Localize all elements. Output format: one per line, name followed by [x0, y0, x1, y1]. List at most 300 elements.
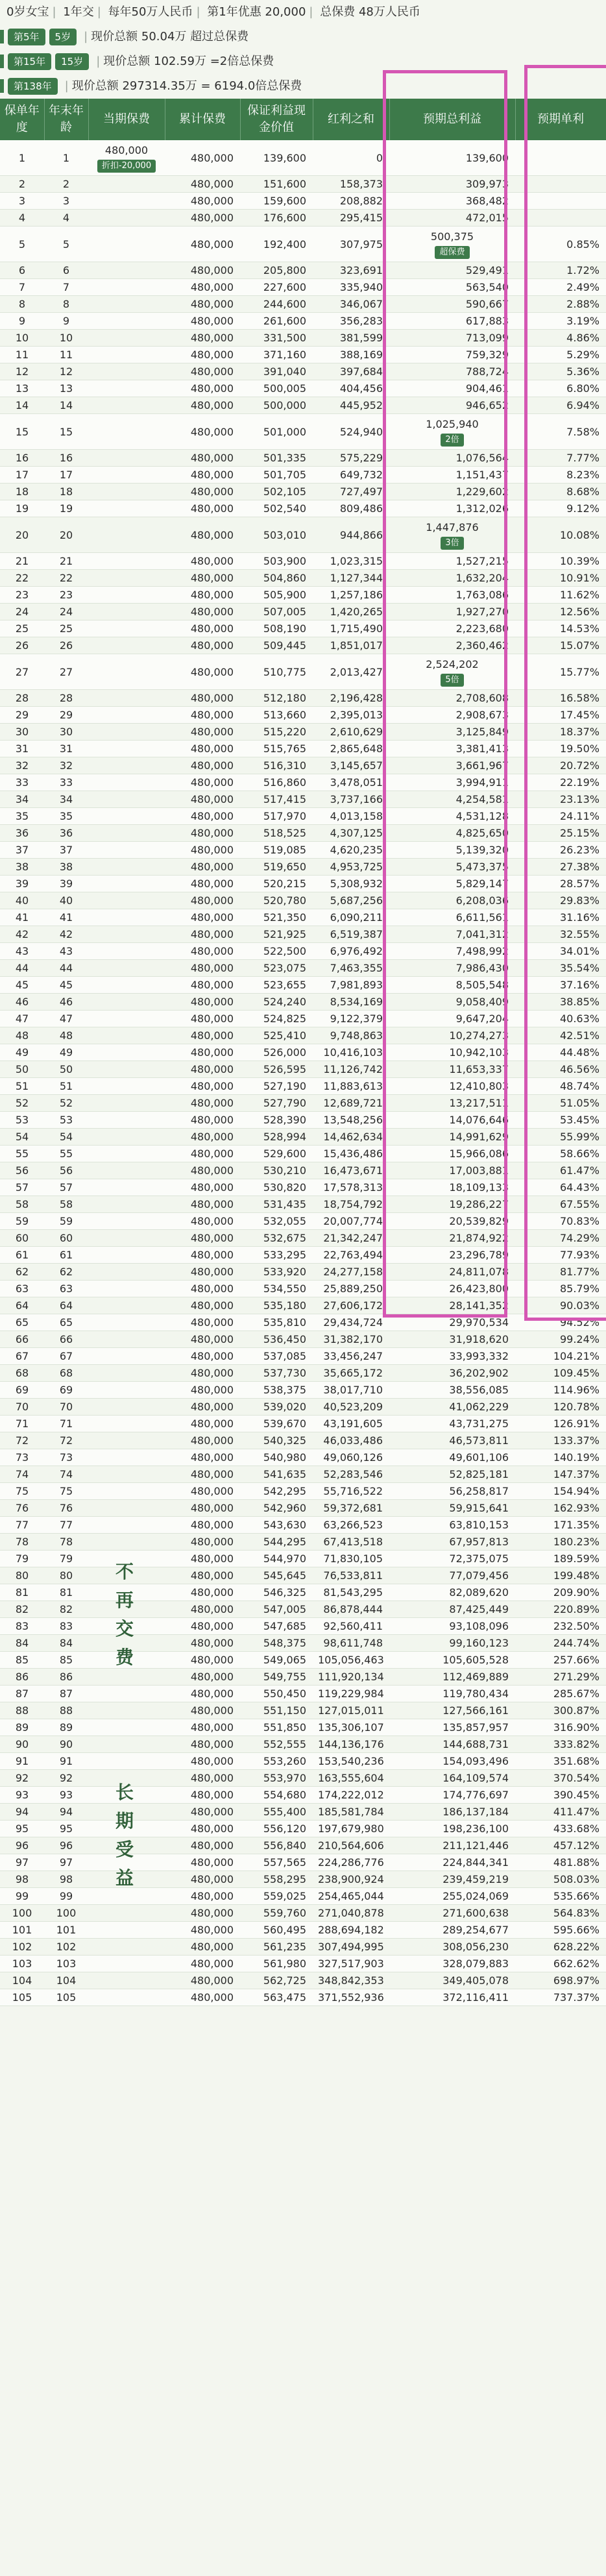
- cell: 16: [0, 450, 44, 467]
- cell: [88, 637, 165, 654]
- cell: [88, 313, 165, 330]
- cell: 9,748,863: [313, 1027, 389, 1044]
- table-row: [0, 1365, 606, 1382]
- table-row: [0, 774, 606, 791]
- cell: 559,760: [240, 1905, 313, 1922]
- cell: 548,375: [240, 1635, 313, 1652]
- cell: 391,040: [240, 363, 313, 380]
- cell: 809,486: [313, 500, 389, 517]
- cell: 519,650: [240, 859, 313, 876]
- cell: 550,450: [240, 1686, 313, 1702]
- table-row: [0, 450, 606, 467]
- cell: 1,257,186: [313, 587, 389, 604]
- cell: 109.45%: [515, 1365, 606, 1382]
- cell: 480,000: [165, 1247, 240, 1264]
- multiple-badge: 5倍: [441, 674, 463, 687]
- cell: 23: [44, 587, 88, 604]
- cell: 34.01%: [515, 943, 606, 960]
- cell: 197,679,980: [313, 1821, 389, 1837]
- cell: 198,236,100: [389, 1821, 515, 1837]
- discount-badge: 折扣-20,000: [97, 160, 156, 173]
- cell: [515, 210, 606, 227]
- cell: 11,653,337: [389, 1061, 515, 1078]
- cell: [88, 587, 165, 604]
- cell: 480,000: [165, 1551, 240, 1567]
- cell: [88, 380, 165, 397]
- cell: 480,000: [165, 1230, 240, 1247]
- cell: 40: [44, 892, 88, 909]
- cell: 944,866: [313, 517, 389, 553]
- cell: 480,000: [165, 1112, 240, 1129]
- cell: 31,918,620: [389, 1331, 515, 1348]
- cell: 37.16%: [515, 977, 606, 994]
- cell: 176,600: [240, 210, 313, 227]
- cell: 55.99%: [515, 1129, 606, 1146]
- cell: 12: [44, 363, 88, 380]
- cell: 111,920,134: [313, 1669, 389, 1686]
- cell: 33,993,332: [389, 1348, 515, 1365]
- cell: 0.85%: [515, 227, 606, 262]
- cell: 66: [0, 1331, 44, 1348]
- cell: 503,010: [240, 517, 313, 553]
- cell: 6: [44, 262, 88, 279]
- table-row: [0, 1753, 606, 1770]
- cell: 232.50%: [515, 1618, 606, 1635]
- cell: 127,566,161: [389, 1702, 515, 1719]
- cell: 91: [44, 1753, 88, 1770]
- cell: 544,970: [240, 1551, 313, 1567]
- cell: 2.49%: [515, 279, 606, 296]
- cell: [88, 690, 165, 707]
- cell: [88, 909, 165, 926]
- benefit-table: [0, 99, 606, 2006]
- cell: 556,120: [240, 1821, 313, 1837]
- cell: 480,000: [165, 397, 240, 414]
- cell: 517,970: [240, 808, 313, 825]
- table-row: [0, 1129, 606, 1146]
- cell: 524,825: [240, 1011, 313, 1027]
- cell: 549,065: [240, 1652, 313, 1669]
- cell: 140.19%: [515, 1449, 606, 1466]
- cell: 288,694,182: [313, 1922, 389, 1939]
- cell: [88, 1112, 165, 1129]
- cell: 480,000: [165, 1449, 240, 1466]
- cell: 480,000: [165, 1837, 240, 1854]
- cell: 89: [0, 1719, 44, 1736]
- table-row: [0, 620, 606, 637]
- table-row: [0, 1281, 606, 1297]
- cell: 80: [44, 1567, 88, 1584]
- cell: 72: [0, 1432, 44, 1449]
- cell: 523,655: [240, 977, 313, 994]
- cell: 67: [44, 1348, 88, 1365]
- cell: 18: [44, 484, 88, 500]
- cell: 63: [44, 1281, 88, 1297]
- cell: 50: [0, 1061, 44, 1078]
- cell: 163,555,604: [313, 1770, 389, 1787]
- cell: 35: [44, 808, 88, 825]
- cell: 17,578,313: [313, 1179, 389, 1196]
- table-row: [0, 1551, 606, 1567]
- table-row: [0, 347, 606, 363]
- cell: 595.66%: [515, 1922, 606, 1939]
- multiple-badge: 2倍: [441, 434, 463, 447]
- table-row: [0, 140, 606, 176]
- table-row: [0, 1011, 606, 1027]
- multiple-badge: 超保费: [435, 246, 469, 259]
- cell: 335,940: [313, 279, 389, 296]
- cell: 105,056,463: [313, 1652, 389, 1669]
- cell: 95: [0, 1821, 44, 1837]
- cell: 55: [0, 1146, 44, 1162]
- cell: 14: [44, 397, 88, 414]
- cell: 32: [0, 757, 44, 774]
- cell: 519,085: [240, 842, 313, 859]
- cell: [88, 859, 165, 876]
- table-row: [0, 1382, 606, 1399]
- cell: 562,725: [240, 1972, 313, 1989]
- cell: 509,445: [240, 637, 313, 654]
- cell: 36,202,902: [389, 1365, 515, 1382]
- cell: 15.07%: [515, 637, 606, 654]
- cell: 480,000: [165, 1331, 240, 1348]
- cell: 480,000: [165, 994, 240, 1011]
- table-row: [0, 1162, 606, 1179]
- cell: 59,915,641: [389, 1500, 515, 1517]
- cell: 1,527,215: [389, 553, 515, 570]
- cell: 662.62%: [515, 1956, 606, 1972]
- cell: 41: [0, 909, 44, 926]
- cell: 1,229,602: [389, 484, 515, 500]
- cell: 77: [0, 1517, 44, 1534]
- cell: 480,000: [165, 262, 240, 279]
- cell: 43: [0, 943, 44, 960]
- cell: 1,632,204: [389, 570, 515, 587]
- cell: 244,600: [240, 296, 313, 313]
- cell: 698.97%: [515, 1972, 606, 1989]
- cell: 92: [44, 1770, 88, 1787]
- table-row: [0, 517, 606, 553]
- table-row: [0, 825, 606, 842]
- cell: 171.35%: [515, 1517, 606, 1534]
- col-age: 年末年龄: [44, 99, 88, 140]
- table-row: [0, 791, 606, 808]
- table-row: [0, 1669, 606, 1686]
- cell: 25.15%: [515, 825, 606, 842]
- cell: 38: [0, 859, 44, 876]
- cell: 9,058,409: [389, 994, 515, 1011]
- table-row: [0, 1146, 606, 1162]
- cell: 480,000: [165, 707, 240, 724]
- cell: 49: [44, 1044, 88, 1061]
- cell: 9: [0, 313, 44, 330]
- cell: 356,283: [313, 313, 389, 330]
- cell: 480,000: [165, 825, 240, 842]
- cell: 532,055: [240, 1213, 313, 1230]
- cell: 54: [0, 1129, 44, 1146]
- cell: 55,716,522: [313, 1483, 389, 1500]
- cell: 480,000: [165, 774, 240, 791]
- cell: 71: [44, 1416, 88, 1432]
- table-row: [0, 397, 606, 414]
- cell: [88, 926, 165, 943]
- cell: 510,775: [240, 654, 313, 690]
- table-row: [0, 1770, 606, 1787]
- cell: 63,810,153: [389, 1517, 515, 1534]
- cell: 34: [0, 791, 44, 808]
- cell: [88, 296, 165, 313]
- cell: 133.37%: [515, 1432, 606, 1449]
- cell: 74.29%: [515, 1230, 606, 1247]
- cell: 29.83%: [515, 892, 606, 909]
- cell: 56,258,817: [389, 1483, 515, 1500]
- cell: 480,000: [165, 1534, 240, 1551]
- cell: 480,000: [165, 484, 240, 500]
- cell: [88, 1989, 165, 2006]
- cell: 271,600,638: [389, 1905, 515, 1922]
- cell: 381,599: [313, 330, 389, 347]
- cell: 17,003,881: [389, 1162, 515, 1179]
- cell: [88, 1466, 165, 1483]
- cell: 3,737,166: [313, 791, 389, 808]
- cell: 174,776,697: [389, 1787, 515, 1804]
- cell: 64.43%: [515, 1179, 606, 1196]
- cell: 759,329: [389, 347, 515, 363]
- summary-item: 0岁女宝: [6, 5, 49, 19]
- table-row: [0, 1618, 606, 1635]
- cell: 480,000: [165, 842, 240, 859]
- cell: 558,295: [240, 1871, 313, 1888]
- cell: 87: [44, 1686, 88, 1702]
- cell: [88, 193, 165, 210]
- cell: 328,079,883: [389, 1956, 515, 1972]
- cell: 186,137,184: [389, 1804, 515, 1821]
- table-row: [0, 330, 606, 347]
- cell: 480,000: [165, 690, 240, 707]
- cell: 480,000: [165, 227, 240, 262]
- cell: [88, 1281, 165, 1297]
- cell: 480,000: [165, 960, 240, 977]
- cell: 528,994: [240, 1129, 313, 1146]
- cell: 539,670: [240, 1416, 313, 1432]
- cell: 333.82%: [515, 1736, 606, 1753]
- cell: 52,283,546: [313, 1466, 389, 1483]
- cell: 101: [44, 1922, 88, 1939]
- cell: 76,533,811: [313, 1567, 389, 1584]
- cell: 74: [44, 1466, 88, 1483]
- cell: 220.89%: [515, 1601, 606, 1618]
- cell: 47: [44, 1011, 88, 1027]
- cell: 946,652: [389, 397, 515, 414]
- cell: 545,645: [240, 1567, 313, 1584]
- table-row: [0, 724, 606, 741]
- cell: 79: [0, 1551, 44, 1567]
- cell: 25: [44, 620, 88, 637]
- cell: 139,600: [240, 140, 313, 176]
- cell: 508.03%: [515, 1871, 606, 1888]
- cell: 507,005: [240, 604, 313, 620]
- table-row: [0, 1247, 606, 1264]
- cell: 67: [0, 1348, 44, 1365]
- cell: 126.91%: [515, 1416, 606, 1432]
- table-row: [0, 1196, 606, 1213]
- cell: 2,360,462: [389, 637, 515, 654]
- cell: 480,000: [165, 1618, 240, 1635]
- col-simple-rate: 预期单利: [515, 99, 606, 140]
- cell: 549,755: [240, 1669, 313, 1686]
- cell: [88, 484, 165, 500]
- cell: 371,552,936: [313, 1989, 389, 2006]
- table-row: [0, 1314, 606, 1331]
- cell: 72,375,075: [389, 1551, 515, 1567]
- cell: 21: [44, 553, 88, 570]
- cell: 390.45%: [515, 1787, 606, 1804]
- cell: 189.59%: [515, 1551, 606, 1567]
- cell: 308,056,230: [389, 1939, 515, 1956]
- table-row: [0, 977, 606, 994]
- table-row: [0, 1821, 606, 1837]
- cell: 480,000: [165, 1804, 240, 1821]
- cell: 388,169: [313, 347, 389, 363]
- cell: 81.77%: [515, 1264, 606, 1281]
- table-row: [0, 1078, 606, 1095]
- table-row: [0, 1787, 606, 1804]
- cell: 94: [0, 1804, 44, 1821]
- cell: 15.77%: [515, 654, 606, 690]
- cell: 551,150: [240, 1702, 313, 1719]
- cell: 535,180: [240, 1297, 313, 1314]
- cell: [515, 140, 606, 176]
- cell: 445,952: [313, 397, 389, 414]
- cell: 79: [44, 1551, 88, 1567]
- cell: [88, 757, 165, 774]
- cell: 480,000: [165, 313, 240, 330]
- cell: 480,000: [165, 741, 240, 757]
- cell: 542,960: [240, 1500, 313, 1517]
- cell: 480,000: [165, 1956, 240, 1972]
- cell: [88, 1162, 165, 1179]
- cell: 85: [44, 1652, 88, 1669]
- cell: 210,564,606: [313, 1837, 389, 1854]
- cell: 628.22%: [515, 1939, 606, 1956]
- table-row: [0, 467, 606, 484]
- cell: 307,975: [313, 227, 389, 262]
- cell: 27,606,172: [313, 1297, 389, 1314]
- cell: 257.66%: [515, 1652, 606, 1669]
- cell: 38.85%: [515, 994, 606, 1011]
- cell: 480,000: [165, 347, 240, 363]
- cell: 58: [44, 1196, 88, 1213]
- cell: 2,708,608: [389, 690, 515, 707]
- cell: 480,000: [165, 620, 240, 637]
- cell: 80: [0, 1567, 44, 1584]
- table-row: [0, 570, 606, 587]
- cell: 480,000: [165, 140, 240, 176]
- cell: 480,000: [165, 859, 240, 876]
- cell: 261,600: [240, 313, 313, 330]
- table-row: [0, 1112, 606, 1129]
- cell: 512,180: [240, 690, 313, 707]
- summary-line-2: 第5年 5岁 | 现价总额 50.04万 超过总保费: [0, 26, 606, 48]
- cell: 348,842,353: [313, 1972, 389, 1989]
- cell: 1,076,564: [389, 450, 515, 467]
- cell: 0: [313, 140, 389, 176]
- table-row: [0, 484, 606, 500]
- cell: 17.45%: [515, 707, 606, 724]
- cell: 69: [0, 1382, 44, 1399]
- cell: 1,763,086: [389, 587, 515, 604]
- cell: 81: [0, 1584, 44, 1601]
- cell: 513,660: [240, 707, 313, 724]
- cell: 53: [44, 1112, 88, 1129]
- cell: 5,687,256: [313, 892, 389, 909]
- cell: 69: [44, 1382, 88, 1399]
- cell: 60: [44, 1230, 88, 1247]
- cell: 10,416,103: [313, 1044, 389, 1061]
- cell: 480,000: [165, 909, 240, 926]
- cell: 2.88%: [515, 296, 606, 313]
- cell: 6: [0, 262, 44, 279]
- cell: 135,857,957: [389, 1719, 515, 1736]
- cell: 24: [0, 604, 44, 620]
- cell: [88, 1230, 165, 1247]
- cell: 151,600: [240, 176, 313, 193]
- cell: 135,306,107: [313, 1719, 389, 1736]
- cell: 255,024,069: [389, 1888, 515, 1905]
- cell: 555,400: [240, 1804, 313, 1821]
- cell: 11,126,742: [313, 1061, 389, 1078]
- cell: 524,240: [240, 994, 313, 1011]
- cell: 26: [44, 637, 88, 654]
- cell: 29: [0, 707, 44, 724]
- cell: 20: [0, 517, 44, 553]
- cell: 7.58%: [515, 414, 606, 450]
- cell: 44: [44, 960, 88, 977]
- table-row: [0, 363, 606, 380]
- cell: 480,000: [165, 279, 240, 296]
- cell: [88, 1027, 165, 1044]
- table-row: [0, 1989, 606, 2006]
- cell: 537,730: [240, 1365, 313, 1382]
- cell: 52: [44, 1095, 88, 1112]
- cell: 368,482: [389, 193, 515, 210]
- cell: 70.83%: [515, 1213, 606, 1230]
- cell: 3: [44, 193, 88, 210]
- cell: 26: [0, 637, 44, 654]
- cell: 61.47%: [515, 1162, 606, 1179]
- cell: 36: [44, 825, 88, 842]
- cell: 51.05%: [515, 1095, 606, 1112]
- cell: 2,865,648: [313, 741, 389, 757]
- cell: [88, 1956, 165, 1972]
- table-row: [0, 313, 606, 330]
- table-row: [0, 1652, 606, 1669]
- cell: 515,220: [240, 724, 313, 741]
- table-row: [0, 1027, 606, 1044]
- cell: [88, 977, 165, 994]
- table-row: [0, 1500, 606, 1517]
- cell: 480,000: [165, 1162, 240, 1179]
- cell: 480,000: [165, 450, 240, 467]
- cell: 44.48%: [515, 1044, 606, 1061]
- cell: 480,000: [165, 467, 240, 484]
- cell: [88, 1719, 165, 1736]
- cell: 90: [44, 1736, 88, 1753]
- cell: 42.51%: [515, 1027, 606, 1044]
- cell: [88, 994, 165, 1011]
- cell: 4,531,128: [389, 808, 515, 825]
- cell: 54: [44, 1129, 88, 1146]
